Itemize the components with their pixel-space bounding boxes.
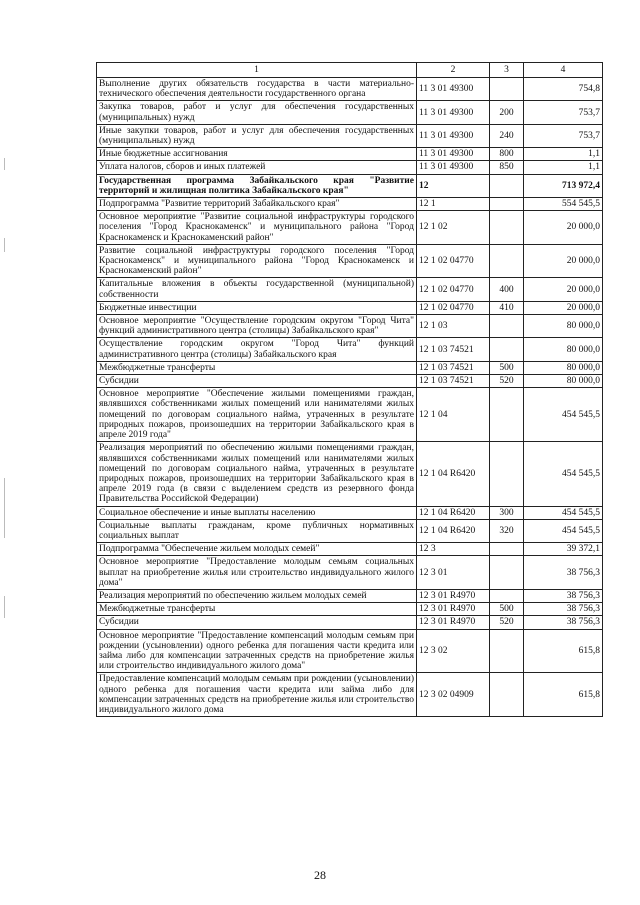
row-vr-cell [490,629,524,673]
row-vr-cell [490,174,524,197]
table-row [97,244,603,278]
row-vr-cell [490,589,524,602]
row-name-cell: Социальные выплаты гражданам, кроме публичных нормативных социальных выплат [97,519,417,542]
row-sum-cell: 80 000,0 [524,375,603,388]
row-vr-cell: 500 [490,603,524,616]
header-cell: 3 [490,63,524,78]
table-row [97,338,603,361]
row-name-cell: Предоставление компенсаций молодым семьям при рождении (усыновлении) одного ребенка для погашения части кредита или займа либо для компенсации затраченных средств на приобретение жилья или строительство индивидуального жилого дома [97,673,417,717]
row-vr-cell: 520 [490,616,524,629]
row-code-cell: 12 [417,174,490,197]
row-code-cell: 12 1 04 R6420 [417,506,490,519]
row-name-cell: Капитальные вложения в объекты государственной (муниципальной) собственности [97,278,417,301]
header-cell: 1 [97,63,417,78]
row-name-cell: Закупка товаров, работ и услуг для обеспечения государственных (муниципальных) нужд [97,101,417,124]
row-name-cell: Межбюджетные трансферты [97,603,417,616]
row-code-cell: 12 3 02 [417,629,490,673]
row-code-cell: 11 3 01 49300 [417,124,490,147]
row-vr-cell [490,198,524,211]
table-row [97,101,603,124]
row-sum-cell: 38 756,3 [524,589,603,602]
row-code-cell: 12 3 02 04909 [417,673,490,717]
row-sum-cell: 454 545,5 [524,388,603,442]
row-vr-cell [490,211,524,245]
table-row [97,211,603,245]
row-vr-cell: 520 [490,375,524,388]
row-code-cell: 11 3 01 49300 [417,161,490,174]
row-code-cell: 12 1 02 04770 [417,244,490,278]
row-sum-cell: 454 545,5 [524,506,603,519]
row-sum-cell: 38 756,3 [524,616,603,629]
row-sum-cell: 753,7 [524,124,603,147]
table-row [97,603,603,616]
row-sum-cell: 39 372,1 [524,543,603,556]
table-row [97,148,603,161]
row-name-cell: Основное мероприятие "Осуществление городским округом "Город Чита" функций административного центра (столицы) Забайкальского края" [97,315,417,338]
row-code-cell: 12 1 02 04770 [417,301,490,314]
row-code-cell: 11 3 01 49300 [417,78,490,101]
table-row [97,315,603,338]
row-name-cell: Иные закупки товаров, работ и услуг для обеспечения государственных (муниципальных) нужд [97,124,417,147]
row-sum-cell: 20 000,0 [524,244,603,278]
table-row [97,519,603,542]
table-row [97,543,603,556]
row-name-cell: Осуществление городским округом "Город Чита" функций административного центра (столицы) Забайкальского края [97,338,417,361]
row-code-cell: 11 3 01 49300 [417,101,490,124]
scan-mark [4,478,5,538]
table-row [97,278,603,301]
row-sum-cell: 615,8 [524,629,603,673]
row-vr-cell [490,673,524,717]
row-name-cell: Межбюджетные трансферты [97,361,417,374]
row-name-cell: Основное мероприятие "Предоставление молодым семьям социальных выплат на приобретение жилья или строительство индивидуального жилого дома" [97,556,417,590]
row-vr-cell: 400 [490,278,524,301]
table-row [97,124,603,147]
row-sum-cell: 20 000,0 [524,301,603,314]
row-name-cell: Субсидии [97,616,417,629]
row-vr-cell [490,338,524,361]
row-code-cell: 12 1 03 [417,315,490,338]
row-sum-cell: 80 000,0 [524,361,603,374]
row-code-cell: 12 1 03 74521 [417,338,490,361]
table-row [97,174,603,197]
row-sum-cell: 713 972,4 [524,174,603,197]
row-code-cell: 11 3 01 49300 [417,148,490,161]
table-row [97,629,603,673]
row-vr-cell: 800 [490,148,524,161]
table-row [97,589,603,602]
table-row [97,556,603,590]
row-code-cell: 12 3 [417,543,490,556]
table-row [97,673,603,717]
header-cell: 4 [524,63,603,78]
scan-mark [4,158,5,170]
row-vr-cell [490,244,524,278]
table-row [97,506,603,519]
row-sum-cell: 38 756,3 [524,556,603,590]
table-row [97,198,603,211]
row-sum-cell: 753,7 [524,101,603,124]
row-vr-cell: 200 [490,101,524,124]
row-name-cell: Иные бюджетные ассигнования [97,148,417,161]
row-vr-cell [490,543,524,556]
row-sum-cell: 554 545,5 [524,198,603,211]
row-name-cell: Государственная программа Забайкальского края "Развитие территорий и жилищная политика Забайкальского края" [97,174,417,197]
row-code-cell: 12 1 02 04770 [417,278,490,301]
row-sum-cell: 454 545,5 [524,442,603,506]
table-row [97,301,603,314]
table-row [97,161,603,174]
row-name-cell: Основное мероприятие "Предоставление компенсаций молодым семьям при рождении (усыновлении) одного ребенка для погашения части кредита или займа либо для компенсации затраченных средств на приобретение жилья или строительство индивидуального жилого дома" [97,629,417,673]
table-row [97,442,603,506]
row-vr-cell [490,78,524,101]
row-vr-cell [490,388,524,442]
row-vr-cell: 850 [490,161,524,174]
row-sum-cell: 20 000,0 [524,278,603,301]
row-code-cell: 12 3 01 [417,556,490,590]
row-vr-cell: 410 [490,301,524,314]
row-sum-cell: 1,1 [524,161,603,174]
scan-mark [4,238,5,252]
row-name-cell: Основное мероприятие "Обеспечение жилыми помещениями граждан, являвшихся собственниками жилых помещений или нанимателями жилых помещений по договорам социального найма, утраченных в результате природных пожаров, произошедших на территории Забайкальского края в апреле 2019 года" [97,388,417,442]
row-vr-cell: 240 [490,124,524,147]
row-code-cell: 12 1 04 [417,388,490,442]
row-code-cell: 12 3 01 R4970 [417,616,490,629]
table-header-row [97,63,603,78]
scan-mark [4,596,5,618]
table-row [97,361,603,374]
row-sum-cell: 20 000,0 [524,211,603,245]
row-sum-cell: 80 000,0 [524,315,603,338]
table-row [97,616,603,629]
page-number: 28 [314,868,326,882]
row-vr-cell [490,442,524,506]
row-code-cell: 12 1 03 74521 [417,375,490,388]
row-code-cell: 12 1 04 R6420 [417,519,490,542]
row-sum-cell: 754,8 [524,78,603,101]
row-sum-cell: 80 000,0 [524,338,603,361]
row-code-cell: 12 1 [417,198,490,211]
row-sum-cell: 38 756,3 [524,603,603,616]
row-name-cell: Подпрограмма "Обеспечение жильем молодых семей" [97,543,417,556]
row-sum-cell: 454 545,5 [524,519,603,542]
row-name-cell: Развитие социальной инфраструктуры городского поселения "Город Краснокаменск" и муниципального района "Город Краснокаменск и Краснокаменский район" [97,244,417,278]
row-sum-cell: 615,8 [524,673,603,717]
table-row [97,78,603,101]
header-cell: 2 [417,63,490,78]
row-name-cell: Бюджетные инвестиции [97,301,417,314]
table-row [97,388,603,442]
row-name-cell: Уплата налогов, сборов и иных платежей [97,161,417,174]
row-vr-cell: 320 [490,519,524,542]
row-code-cell: 12 1 04 R6420 [417,442,490,506]
row-code-cell: 12 1 02 [417,211,490,245]
row-sum-cell: 1,1 [524,148,603,161]
row-vr-cell [490,556,524,590]
row-name-cell: Подпрограмма "Развитие территорий Забайкальского края" [97,198,417,211]
row-vr-cell: 500 [490,361,524,374]
table-row [97,375,603,388]
row-name-cell: Социальное обеспечение и иные выплаты населению [97,506,417,519]
row-name-cell: Реализация мероприятий по обеспечению жилыми помещениями граждан, являвшихся собственниками жилых помещений или нанимателями жилых помещений по договорам социального найма, утраченных в результате природных пожаров, произошедших на территории Забайкальского края в апреле 2019 года (в связи с выделением средств из резервного фонда Правительства Российской Федерации) [97,442,417,506]
row-vr-cell [490,315,524,338]
row-name-cell: Основное мероприятие "Развитие социальной инфраструктуры городского поселения "Город Краснокаменск" и муниципального района "Город Краснокаменск и Краснокаменский район" [97,211,417,245]
row-name-cell: Выполнение других обязательств государства в части материально-технического обеспечения деятельности государственного органа [97,78,417,101]
row-name-cell: Субсидии [97,375,417,388]
row-vr-cell: 300 [490,506,524,519]
row-code-cell: 12 1 03 74521 [417,361,490,374]
row-code-cell: 12 3 01 R4970 [417,603,490,616]
row-code-cell: 12 3 01 R4970 [417,589,490,602]
row-name-cell: Реализация мероприятий по обеспечению жильем молодых семей [97,589,417,602]
budget-table [96,62,603,717]
